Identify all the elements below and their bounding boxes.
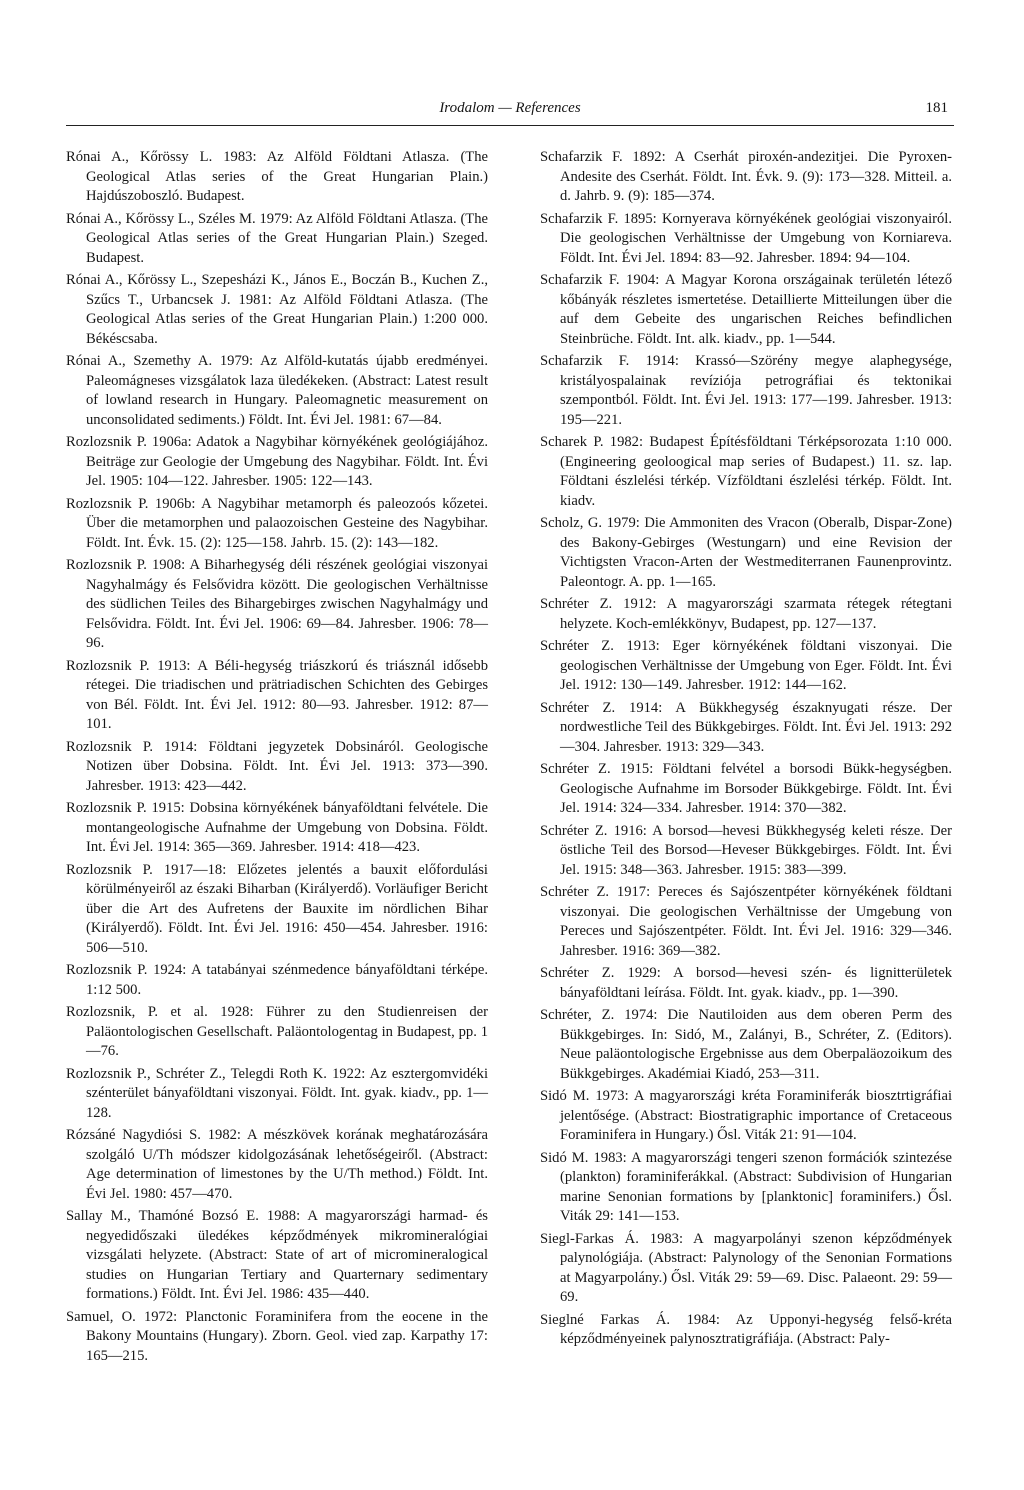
reference-entry: Rónai A., Kőrössy L., Széles M. 1979: Az Alföld Földtani Atlasza. (The Geological Atlas series of the Great Hungarian Plain.) Szeged. Budapest. xyxy=(66,210,488,266)
reference-entry: Rózsáné Nagydiósi S. 1982: A mészkövek korának meghatározására szolgáló U/Th módszer kidolgozásának lehetőségeiről. (Abstract: Age determination of limestones by the U/Th method.) Földt. Int. Évi Jel. 1980: 457—470. xyxy=(66,1127,488,1202)
reference-entry: Rónai A., Kőrössy L. 1983: Az Alföld Földtani Atlasza. (The Geological Atlas series of the Great Hungarian Plain.) Hajdúszoboszló. Budapest. xyxy=(66,149,488,204)
reference-entry: Sieglné Farkas Á. 1984: Az Upponyi-hegység felső-kréta képződményeinek palynosztratigráfiája. (Abstract: Paly- xyxy=(540,1311,952,1347)
reference-entry: Samuel, O. 1972: Planctonic Foraminifera from the eocene in the Bakony Mountains (Hungary). Zborn. Geol. vied zap. Karpathy 17: 165—215. xyxy=(66,1308,488,1364)
reference-entry: Sidó M. 1983: A magyarországi tengeri szenon formációk szintezése (plankton) foraminiferákkal. (Abstract: Subdivision of Hungarian marine Senonian formations by [planktonic] foraminifers.) Ősl. Viták 29: 141—153. xyxy=(540,1149,952,1224)
page-number: 181 xyxy=(925,100,948,116)
reference-entry: Schafarzik F. 1904: A Magyar Korona országainak területén létező kőbányák részletes ismertetése. Detaillierte Mitteilungen über die auf dem Gebeite des ungarischen Reiches befindlichen Steinbrüche. Földt. Int. alk. kiadv., pp. 1—544. xyxy=(540,272,952,347)
reference-entry: Schréter Z. 1913: Eger környékének földtani viszonyai. Die geologischen Verhältnisse der Umgebung von Eger. Földt. Int. Évi Jel. 1912: 130—149. Jahresber. 1912: 144—162. xyxy=(540,638,952,693)
reference-entry: Rozlozsnik P. 1906b: A Nagybihar metamorph és paleozoós kőzetei. Über die metamorphen und palaozoischen Gesteine des Nagybihar. Földt. Int. Évk. 15. (2): 125—158. Jahrb. 15. (2): 143—182. xyxy=(66,495,488,551)
reference-entry: Siegl-Farkas Á. 1983: A magyarpolányi szenon képződmények palynológiája. (Abstract: Palynology of the Senonian Formations at Magyarpolány.) Ősl. Viták 29: 59—69. Disc. Palaeont. 29: 59—69. xyxy=(540,1230,952,1305)
reference-entry: Rozlozsnik P. 1914: Földtani jegyzetek Dobsináról. Geologische Notizen über Dobsina. Földt. Int. Évi Jel. 1913: 373—390. Jahresber. 1913: 423—442. xyxy=(66,738,488,794)
reference-entry: Rozlozsnik, P. et al. 1928: Führer zu den Studienreisen der Paläontologischen Gesellschaft. Paläontologentag in Budapest, pp. 1—76. xyxy=(66,1004,488,1059)
reference-entry: Rozlozsnik P. 1908: A Biharhegység déli részének geológiai viszonyai Nagyhalmágy és Felsővidra között. Die geologischen Verhältnisse des südlichen Teiles des Bihargebirges zwischen Nagyhalmágy und Felsővidra. Földt. Int. Évi Jel. 1906: 69—84. Jahresber. 1906: 78—96. xyxy=(66,557,488,651)
reference-entry: Rónai A., Szemethy A. 1979: Az Alföld-kutatás újabb eredményei. Paleomágneses vizsgálatok laza üledékeken. (Abstract: Latest result of lowland research in Hungary. Paleomagnetic measurement on unconsolidated sediments.) Földt. Int. Évi Jel. 1981: 67—84. xyxy=(66,353,488,428)
reference-entry: Rozlozsnik P. 1917—18: Előzetes jelentés a bauxit előfordulási körülményeiről az északi Biharban (Királyerdő). Vorläufiger Bericht über die Art des Aufretens der Bauxite im nördlichen Bihar (Királyerdő). Földt. Int. Évi Jel. 1916: 450—454. Jahresber. 1916: 506—510. xyxy=(66,861,488,956)
reference-entry: Schréter Z. 1912: A magyarországi szarmata rétegek rétegtani helyzete. Koch-emlékkönyv, Budapest, pp. 127—137. xyxy=(540,596,952,632)
header-rule xyxy=(66,125,954,126)
reference-entry: Schréter Z. 1916: A borsod—hevesi Bükkhegység keleti része. Der östliche Teil des Borsod—Heveser Bükkgebirges. Földt. Int. Évi Jel. 1915: 348—363. Jahresber. 1915: 383—399. xyxy=(540,822,952,878)
reference-entry: Rozlozsnik P. 1924: A tatabányai szénmedence bányaföldtani térképe. 1:12 500. xyxy=(66,962,488,998)
reference-entry: Schafarzik F. 1895: Kornyerava környékének geológiai viszonyairól. Die geologischen Verhältnisse der Umgebung von Korniareva. Földt. Int. Évi Jel. 1894: 83—92. Jahresber. 1894: 94—104. xyxy=(540,210,952,266)
reference-entry: Schréter Z. 1917: Pereces és Sajószentpéter környékének földtani viszonyai. Die geologischen Verhältnisse der Umgebung von Pereces und Sajószentpéter. Földt. Int. Évi Jel. 1916: 329—346. Jahresber. 1916: 369—382. xyxy=(540,884,952,959)
reference-entry: Scholz, G. 1979: Die Ammoniten des Vracon (Oberalb, Dispar-Zone) des Bakony-Gebirges (Westungarn) und eine Revision der Vichtigsten Vracon-Arten der Westmediterranen Faunenprovintz. Paleontogr. A. pp. 1—165. xyxy=(540,515,952,590)
reference-entry: Sallay M., Thamóné Bozsó E. 1988: A magyarországi harmad- és negyedidőszaki üledékes képződmények mikromineralógiai vizsgálati helyzete. (Abstract: State of art of micromineralogical studies on Hungarian Tertiary and Quarternary sedimentary formations.) Földt. Int. Évi Jel. 1986: 435—440. xyxy=(66,1208,488,1302)
reference-entry: Schafarzik F. 1892: A Cserhát piroxén-andezitjei. Die Pyroxen-Andesite des Cserhát. Földt. Int. Évk. 9. (9): 173—328. Mitteil. a. d. Jahrb. 9. (9): 185—374. xyxy=(540,149,952,204)
reference-entry: Schafarzik F. 1914: Krassó—Szörény megye alaphegysége, kristályospalainak revíziója petrográfiai és tektonikai szempontból. Földt. Int. Évi Jel. 1913: 177—199. Jahresber. 1913: 195—221. xyxy=(540,353,952,428)
reference-column-left xyxy=(66,148,488,1369)
reference-entry: Sidó M. 1973: A magyarországi kréta Foraminiferák biosztrtigráfiai jelentősége. (Abstract: Biostratigraphic importance of Cretaceous Foraminifera in Hungary.) Ősl. Viták 21: 91—104. xyxy=(540,1088,952,1143)
reference-entry: Schréter, Z. 1974: Die Nautiloiden aus dem oberen Perm des Bükkgebirges. In: Sidó, M., Zalányi, B., Schréter, Z. (Editors). Neue paläontologische Ergebnisse aus dem Oberpaläozoikum des Bükkgebirges. Akadémiai Kiadó, 253—311. xyxy=(540,1007,952,1082)
reference-entry: Rozlozsnik P. 1915: Dobsina környékének bányaföldtani felvétele. Die montangeologische Aufnahme der Umgebung von Dobsina. Földt. Int. Évi Jel. 1914: 365—369. Jahresber. 1914: 418—423. xyxy=(66,800,488,855)
reference-entry: Schréter Z. 1929: A borsod—hevesi szén- és lignitterületek bányaföldtani leírása. Földt. Int. gyak. kiadv., pp. 1—390. xyxy=(540,965,952,1001)
page-header xyxy=(66,100,954,126)
reference-entry: Schréter Z. 1914: A Bükkhegység északnyugati része. Der nordwestliche Teil des Bükkgebirges. Földt. Int. Évi Jel. 1913: 292—304. Jahresber. 1913: 329—343. xyxy=(540,699,952,755)
reference-entry: Rónai A., Kőrössy L., Szepesházi K., János E., Boczán B., Kuchen Z., Szűcs T., Urbancsek J. 1981: Az Alföld Földtani Atlasza. (The Geological Atlas series of the Great Hungarian Plain.) 1:200 000. Békéscsaba. xyxy=(66,272,488,347)
reference-entry: Schréter Z. 1915: Földtani felvétel a borsodi Bükk-hegységben. Geologische Aufnahme im Borsoder Bükkgebirge. Földt. Int. Évi Jel. 1914: 324—334. Jahresber. 1914: 370—382. xyxy=(540,761,952,816)
reference-entry: Scharek P. 1982: Budapest Építésföldtani Térképsorozata 1:10 000. (Engineering geoloogical map series of Budapest.) 11. sz. lap. Földtani észlelési térkép. Vízföldtani észlelési térkép. Földt. Int. kiadv. xyxy=(540,434,952,509)
reference-entry: Rozlozsnik P., Schréter Z., Telegdi Roth K. 1922: Az esztergomvidéki szénterület bányaföldtani viszonyai. Földt. Int. gyak. kiadv., pp. 1—128. xyxy=(66,1065,488,1121)
running-title: Irodalom — References xyxy=(439,100,581,116)
reference-entry: Rozlozsnik P. 1906a: Adatok a Nagybihar környékének geológiájához. Beiträge zur Geologie der Umgebung des Nagybihar. Földt. Int. Évi Jel. 1905: 104—122. Jahresber. 1905: 122—143. xyxy=(66,434,488,489)
reference-entry: Rozlozsnik P. 1913: A Béli-hegység triászkorú és triásznál idősebb rétegei. Die triadischen und prätriadischen Schichten des Gebirges von Bél. Földt. Int. Évi Jel. 1912: 80—93. Jahresber. 1912: 87—101. xyxy=(66,657,488,732)
reference-column-right xyxy=(540,148,952,1353)
